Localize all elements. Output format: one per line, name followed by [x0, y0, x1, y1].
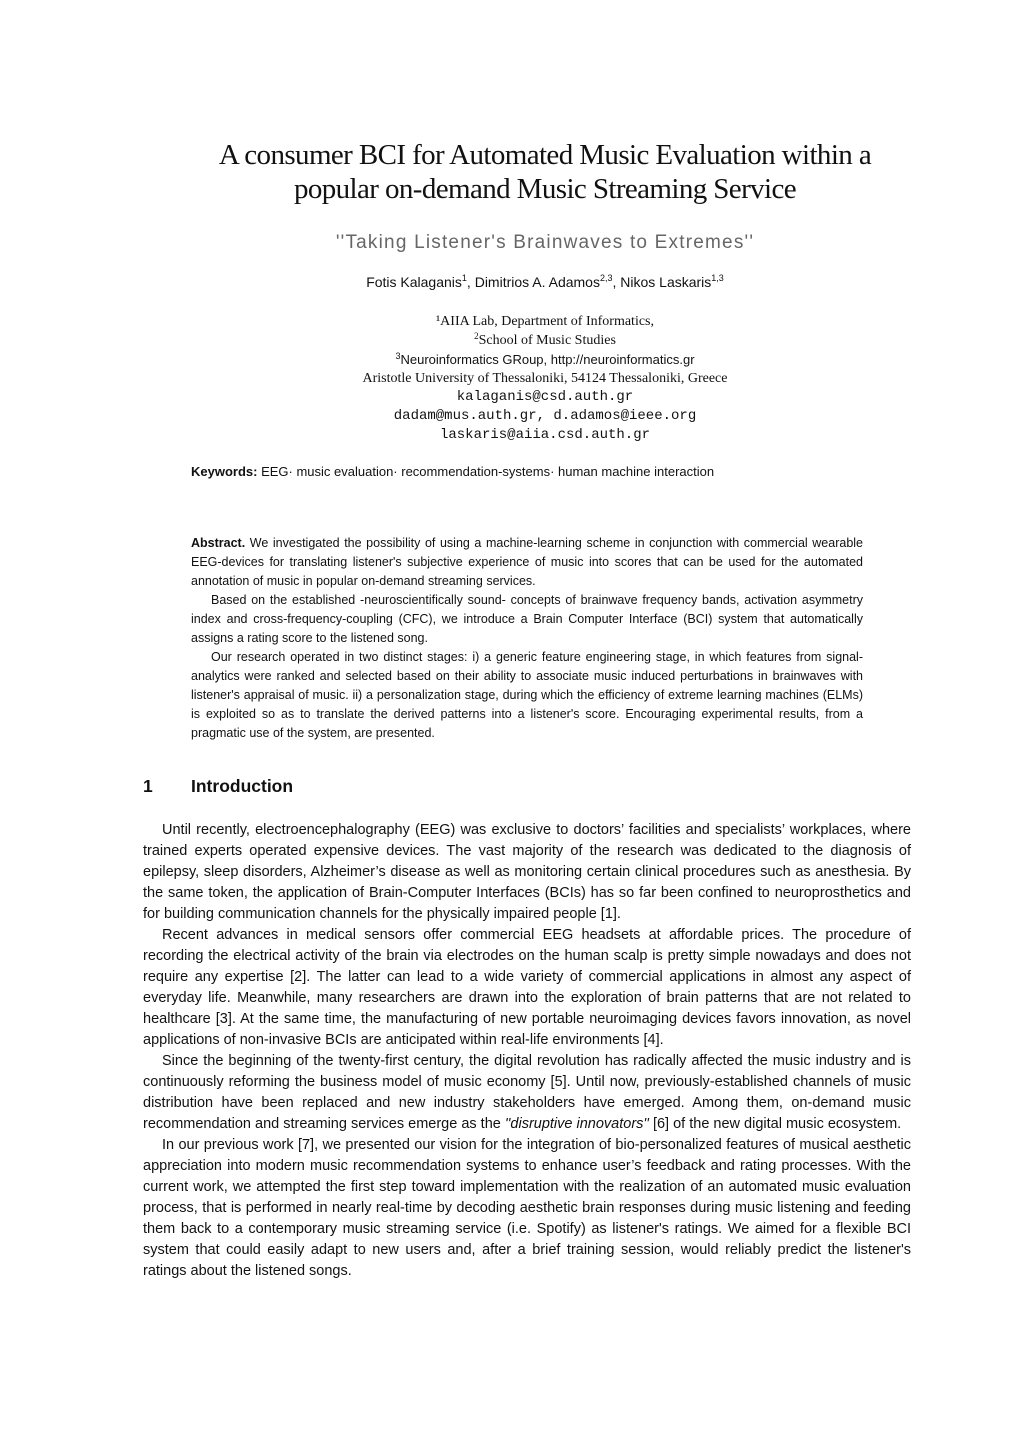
author-list — [150, 274, 940, 290]
title-line-1: A consumer BCI for Automated Music Evaluation within a — [218, 139, 872, 171]
section-number: 1 — [143, 776, 153, 796]
abstract-paragraph — [191, 534, 863, 591]
keywords-text: EEG· music evaluation· recommendation-systems· human machine interaction — [257, 464, 715, 479]
body-paragraph — [143, 1051, 911, 1135]
author-separator: , — [612, 274, 621, 290]
abstract-paragraph: Our research operated in two distinct stages: i) a generic feature engineering stage, in which features from signal-analytics were ranked and selected based on their ability to associate music induced perturbations in brainwaves with listener's appraisal of music. ii) a personalization stage, during which the efficiency of extreme learning machines (ELMs) is exploited so as to translate the derived patterns into a listener's score. Encouraging experimental results, from a pragmatic use of the system, are presented. — [191, 650, 863, 740]
abstract-label: Abstract. — [191, 536, 246, 550]
body-paragraph: Recent advances in medical sensors offer commercial EEG headsets at affordable prices. The procedure of recording the electrical activity of the brain via electrodes on the human scalp is pretty simple nowadays and does not require any expertise [2]. The latter can lead to a wide variety of commercial applications in almost any aspect of everyday life. Meanwhile, many researchers are drawn into the exploration of brain patterns that are not related to healthcare [3]. At the same time, the manufacturing of new portable neuroimaging devices favors innovation, as novel applications of non-invasive BCIs are anticipated within real-life environments [4]. — [143, 927, 911, 1048]
affiliation-line — [150, 350, 940, 369]
affiliation-sup: 3 — [395, 351, 401, 361]
author-name: Dimitrios A. Adamos — [474, 274, 600, 290]
keywords-label: Keywords: — [191, 464, 258, 479]
introduction-body — [143, 820, 911, 1282]
affiliation-text: Neuroinformatics GRoup, http://neuroinformatics.gr — [400, 352, 695, 367]
affiliation-line — [150, 331, 940, 350]
email-line: dadam@mus.auth.gr, d.adamos@ieee.org — [393, 408, 697, 424]
author-affil-sup: 1 — [461, 273, 467, 283]
body-text: [6] of the new digital music ecosystem. — [648, 1116, 902, 1132]
affiliation-line: Aristotle University of Thessaloniki, 54124 Thessaloniki, Greece — [362, 371, 728, 386]
section-heading — [143, 776, 293, 797]
email-line: kalaganis@csd.auth.gr — [456, 389, 634, 405]
abstract — [191, 534, 863, 743]
keywords — [191, 464, 714, 479]
author-name: Nikos Laskaris — [620, 274, 712, 290]
section-title: Introduction — [191, 776, 294, 796]
affiliation-sup: 2 — [474, 331, 479, 341]
abstract-paragraph: Based on the established -neuroscientifically sound- concepts of brainwave frequency bands, activation asymmetry index and cross-frequency-coupling (CFC), we introduce a Brain Computer Interface (BCI) system that automatically assigns a rating score to the listened song. — [191, 593, 863, 645]
paper-subtitle: ''Taking Listener's Brainwaves to Extremes'' — [335, 232, 755, 253]
abstract-text: We investigated the possibility of using a machine-learning scheme in conjunction with commercial wearable EEG-devices for translating listener's subjective experience of music into scores that can be used for the automated annotation of music in popular on-demand streaming services. — [191, 536, 863, 588]
body-paragraph: In our previous work [7], we presented our vision for the integration of bio-personalized features of musical aesthetic appreciation into modern music recommendation systems to enhance user’s feedback and rating processes. With the current work, we attempted the first step toward implementation with the realization of an automated music evaluation process, that is performed in nearly real-time by decoding aesthetic brain responses during music listening and feeding them back to a contemporary music streaming service (i.e. Spotify) as listener's ratings. We aimed for a flexible BCI system that could easily adapt to new users and, after a brief training session, would reliably predict the listener's ratings about the listened songs. — [143, 1137, 911, 1279]
author-name: Fotis Kalaganis — [366, 274, 462, 290]
affiliations — [150, 312, 940, 445]
email-line: laskaris@aiia.csd.auth.gr — [439, 427, 651, 443]
body-paragraph: Until recently, electroencephalography (EEG) was exclusive to doctors’ facilities and specialists’ workplaces, where trained experts operated expensive devices. The vast majority of the research was dedicated to the diagnosis of epilepsy, sleep disorders, Alzheimer’s disease as well as monitoring certain clinical procedures such as anesthesia. By the same token, the application of Brain-Computer Interfaces (BCIs) has so far been confined to neuroprosthetics and for building communication channels for the physically impaired people [1]. — [143, 822, 911, 922]
paper-title — [150, 138, 940, 206]
author-affil-sup: 2,3 — [599, 273, 613, 283]
body-text: Since the beginning of the twenty-first century, the digital revolution has radically affected the music industry and is continuously reforming the business model of music economy [5]. Until now, previously-established channels of music distribution have been replaced and new industry stakeholders have emerged. Among them, on-demand music recommendation and streaming services emerge as the — [143, 1053, 911, 1132]
affiliation-text: School of Music Studies — [478, 333, 616, 348]
affiliation-line: ¹AIIA Lab, Department of Informatics, — [435, 314, 654, 329]
author-affil-sup: 1,3 — [711, 273, 724, 283]
author-separator: , — [466, 274, 475, 290]
title-line-2: popular on-demand Music Streaming Service — [293, 173, 797, 205]
emphasis-text: ''disruptive innovators'' — [504, 1116, 649, 1132]
